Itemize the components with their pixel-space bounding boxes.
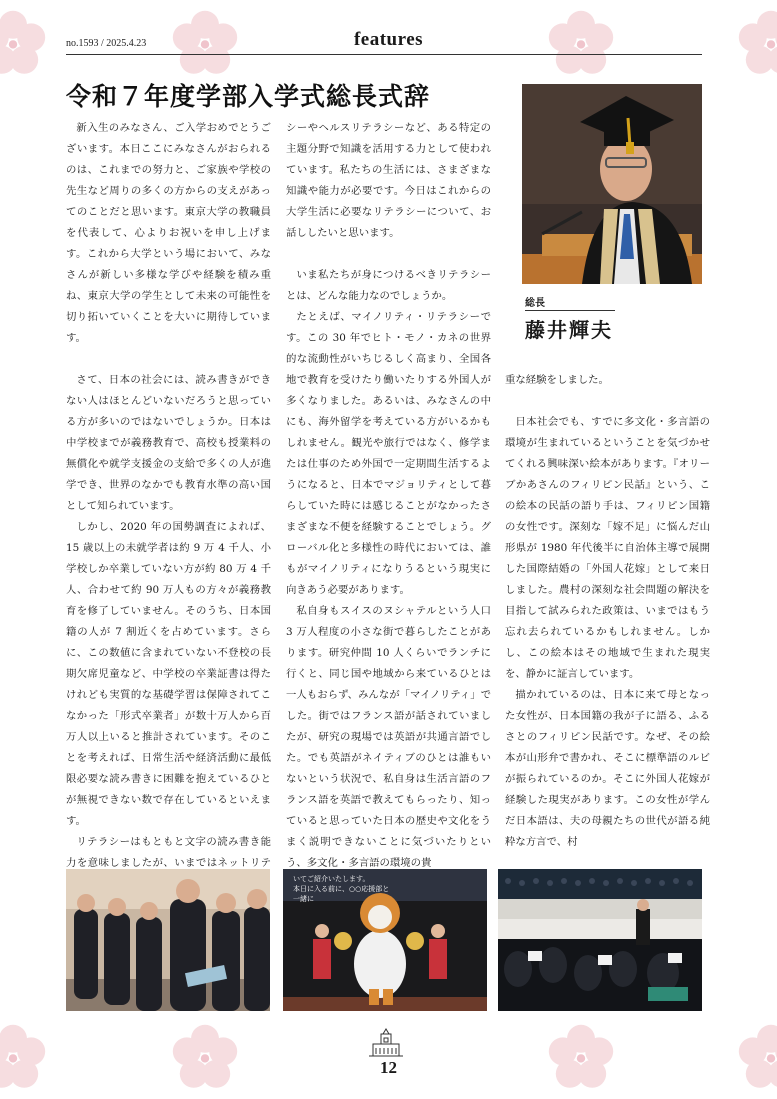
section-title: features xyxy=(353,29,424,50)
president-portrait xyxy=(522,84,702,284)
paragraph: しかし、2020 年の国勢調査によれば、15 歳以上の未就学者は約 9 万 4 千人、小学校しか卒業していない方が約 80 万 4 千人、合わせて約 90 万人もの方々が義務教育を修了していません。そのうち、日本国籍の人が 7 割近くを占めています。さらに、この数値に含まれていない不登校の長期欠席児童など、中学校の卒業証書は得たけれども実質的な基礎学習は保障されてこなかった「形式卒業者」が数十万人から百万人以上いると推計されています。そのことを考えれば、日常生活や経済活動に最低限必要な読み書きに困難を抱えているひとが無視できない数で存在しているといえます。 xyxy=(66,521,271,827)
paragraph: 重な経験をしました。 xyxy=(505,374,609,386)
paragraph: 私自身もスイスのヌシャテルという人口 3 万人程度の小さな街で暮らしたことがあります。研究仲間 10 人くらいでランチに行くと、同じ国や地域から来ているひとは一人もおらず、みんなが「マイノリティ」でした。街ではフランス語が話されていましたが、研究の現場では英語が共通言語でした。でも英語がネイティブのひとは誰もいないという状況で、私自身は生活言語のフランス語を英語で教えてもらったり、知っていると思っていた日本の歴史や文化をうまく説明できないことに気づいたりという、多文化・多言語の環境の貴 xyxy=(286,605,491,869)
paragraph-gap xyxy=(505,391,710,412)
photo-students-entering xyxy=(66,869,270,1011)
issue-date: no.1593 / 2025.4.23 xyxy=(66,38,147,49)
paragraph-gap xyxy=(286,244,491,265)
caption-divider xyxy=(525,310,615,311)
blossom-icon xyxy=(170,1022,240,1092)
stage-screen-text: いてご紹介いたします。 本日に入る前に、○○応援部と 一緒に xyxy=(293,875,390,903)
paragraph: 日本社会でも、すでに多文化・多言語の環境が生まれているということを気づかせてくれる興味深い絵本があります。『オリーブかあさんのフィリピン民話』という、この絵本の民話の語り手は、フィリピン国籍の女性です。深刻な「嫁不足」に悩んだ山形県が 1980 年代後半に自治体主導で展開した国際結婚の「外国人花嫁」として来日しました。農村の深刻な社会問題の解決を目指して試みられた政策は、いまではもう忘れ去られているかもしれません。しかし、この絵本はその地域で生まれた現実を、静かに証言しています。 xyxy=(505,416,710,680)
blossom-icon xyxy=(546,1022,616,1092)
paragraph: リテラシーはもともと文字の読み書き能力を意味しましたが、いまではネットリテ xyxy=(66,836,271,869)
paragraph: 新入生のみなさん、ご入学おめでとうございます。本日ここにみなさんがおられるのは、これまでの努力と、ご家族や学校の先生など周りの多くの方からの支えがあってのことだと思います。東京大学の教職員を代表して、心よりお祝いを申し上げます。これから大学という場において、みなさんが新しい多様な学びや経験を積み重ね、東京大学の学生として未来の可能性を切り拓いていくことを大いに期待しています。 xyxy=(66,122,271,344)
university-emblem-icon xyxy=(367,1028,405,1058)
portrait-name: 藤井輝夫 xyxy=(525,318,613,342)
portrait-role: 総長 xyxy=(525,298,545,309)
photo-orchestra xyxy=(498,869,702,1011)
paragraph: さて、日本の社会には、読み書きができない人はほとんどいないだろうと思っている方が多いのではないでしょうか。日本は中学校までが義務教育で、高校も授業料の無償化や就学支援金の支給で多くの人が進学でき、世界のなかでも教育水準の高い国として知られています。 xyxy=(66,374,271,512)
article-title: 令和７年度学部入学式総長式辞 xyxy=(66,82,431,111)
article-column-2 xyxy=(286,118,491,874)
paragraph: シーやヘルスリテラシーなど、ある特定の主題分野で知識を活用する力として使われています。私たちの生活には、さまざまな知識や能力が必要です。今日はこれからの大学生活に必要なリテラシーについて、お話ししたいと思います。 xyxy=(286,122,491,239)
header-divider xyxy=(66,54,702,55)
blossom-icon xyxy=(0,1022,48,1092)
paragraph: いま私たちが身につけるべきリテラシーとは、どんな能力なのでしょうか。 xyxy=(286,269,491,302)
blossom-icon xyxy=(736,1022,777,1092)
page-number: 12 xyxy=(380,1058,397,1077)
photo-stage-mascot xyxy=(283,869,487,1011)
paragraph-gap xyxy=(66,349,271,370)
paragraph: 描かれているのは、日本に来て母となった女性が、日本国籍の我が子に語る、ふるさとのフィリピン民話です。なぜ、その絵本が山形弁で書かれ、そこに標準語のルビが振られているのか。そこに外国人花嫁が経験した現実があります。この女性が学んだ日本語は、夫の母親たちの世代が語る純粋な方言で、村 xyxy=(505,689,710,848)
article-column-3 xyxy=(505,370,710,853)
article-column-1 xyxy=(66,118,271,895)
paragraph: たとえば、マイノリティ・リテラシーです。この 30 年でヒト・モノ・カネの世界的な流動性がいちじるしく高まり、全国各地で教育を受けたり働いたりする外国人が多くなりました。あるいは、みなさんの中にも、海外留学を考えている方がいるかもしれません。観光や旅行ではなく、修学または仕事のため外国で一定期間生活するようになると、日本でマジョリティとして暮らしていた時には感じることがなかったさまざまな不便を経験することでしょう。グローバル化と多様性の時代においては、誰もがマイノリティになりうるという現実に向きあう必要があります。 xyxy=(286,311,491,596)
